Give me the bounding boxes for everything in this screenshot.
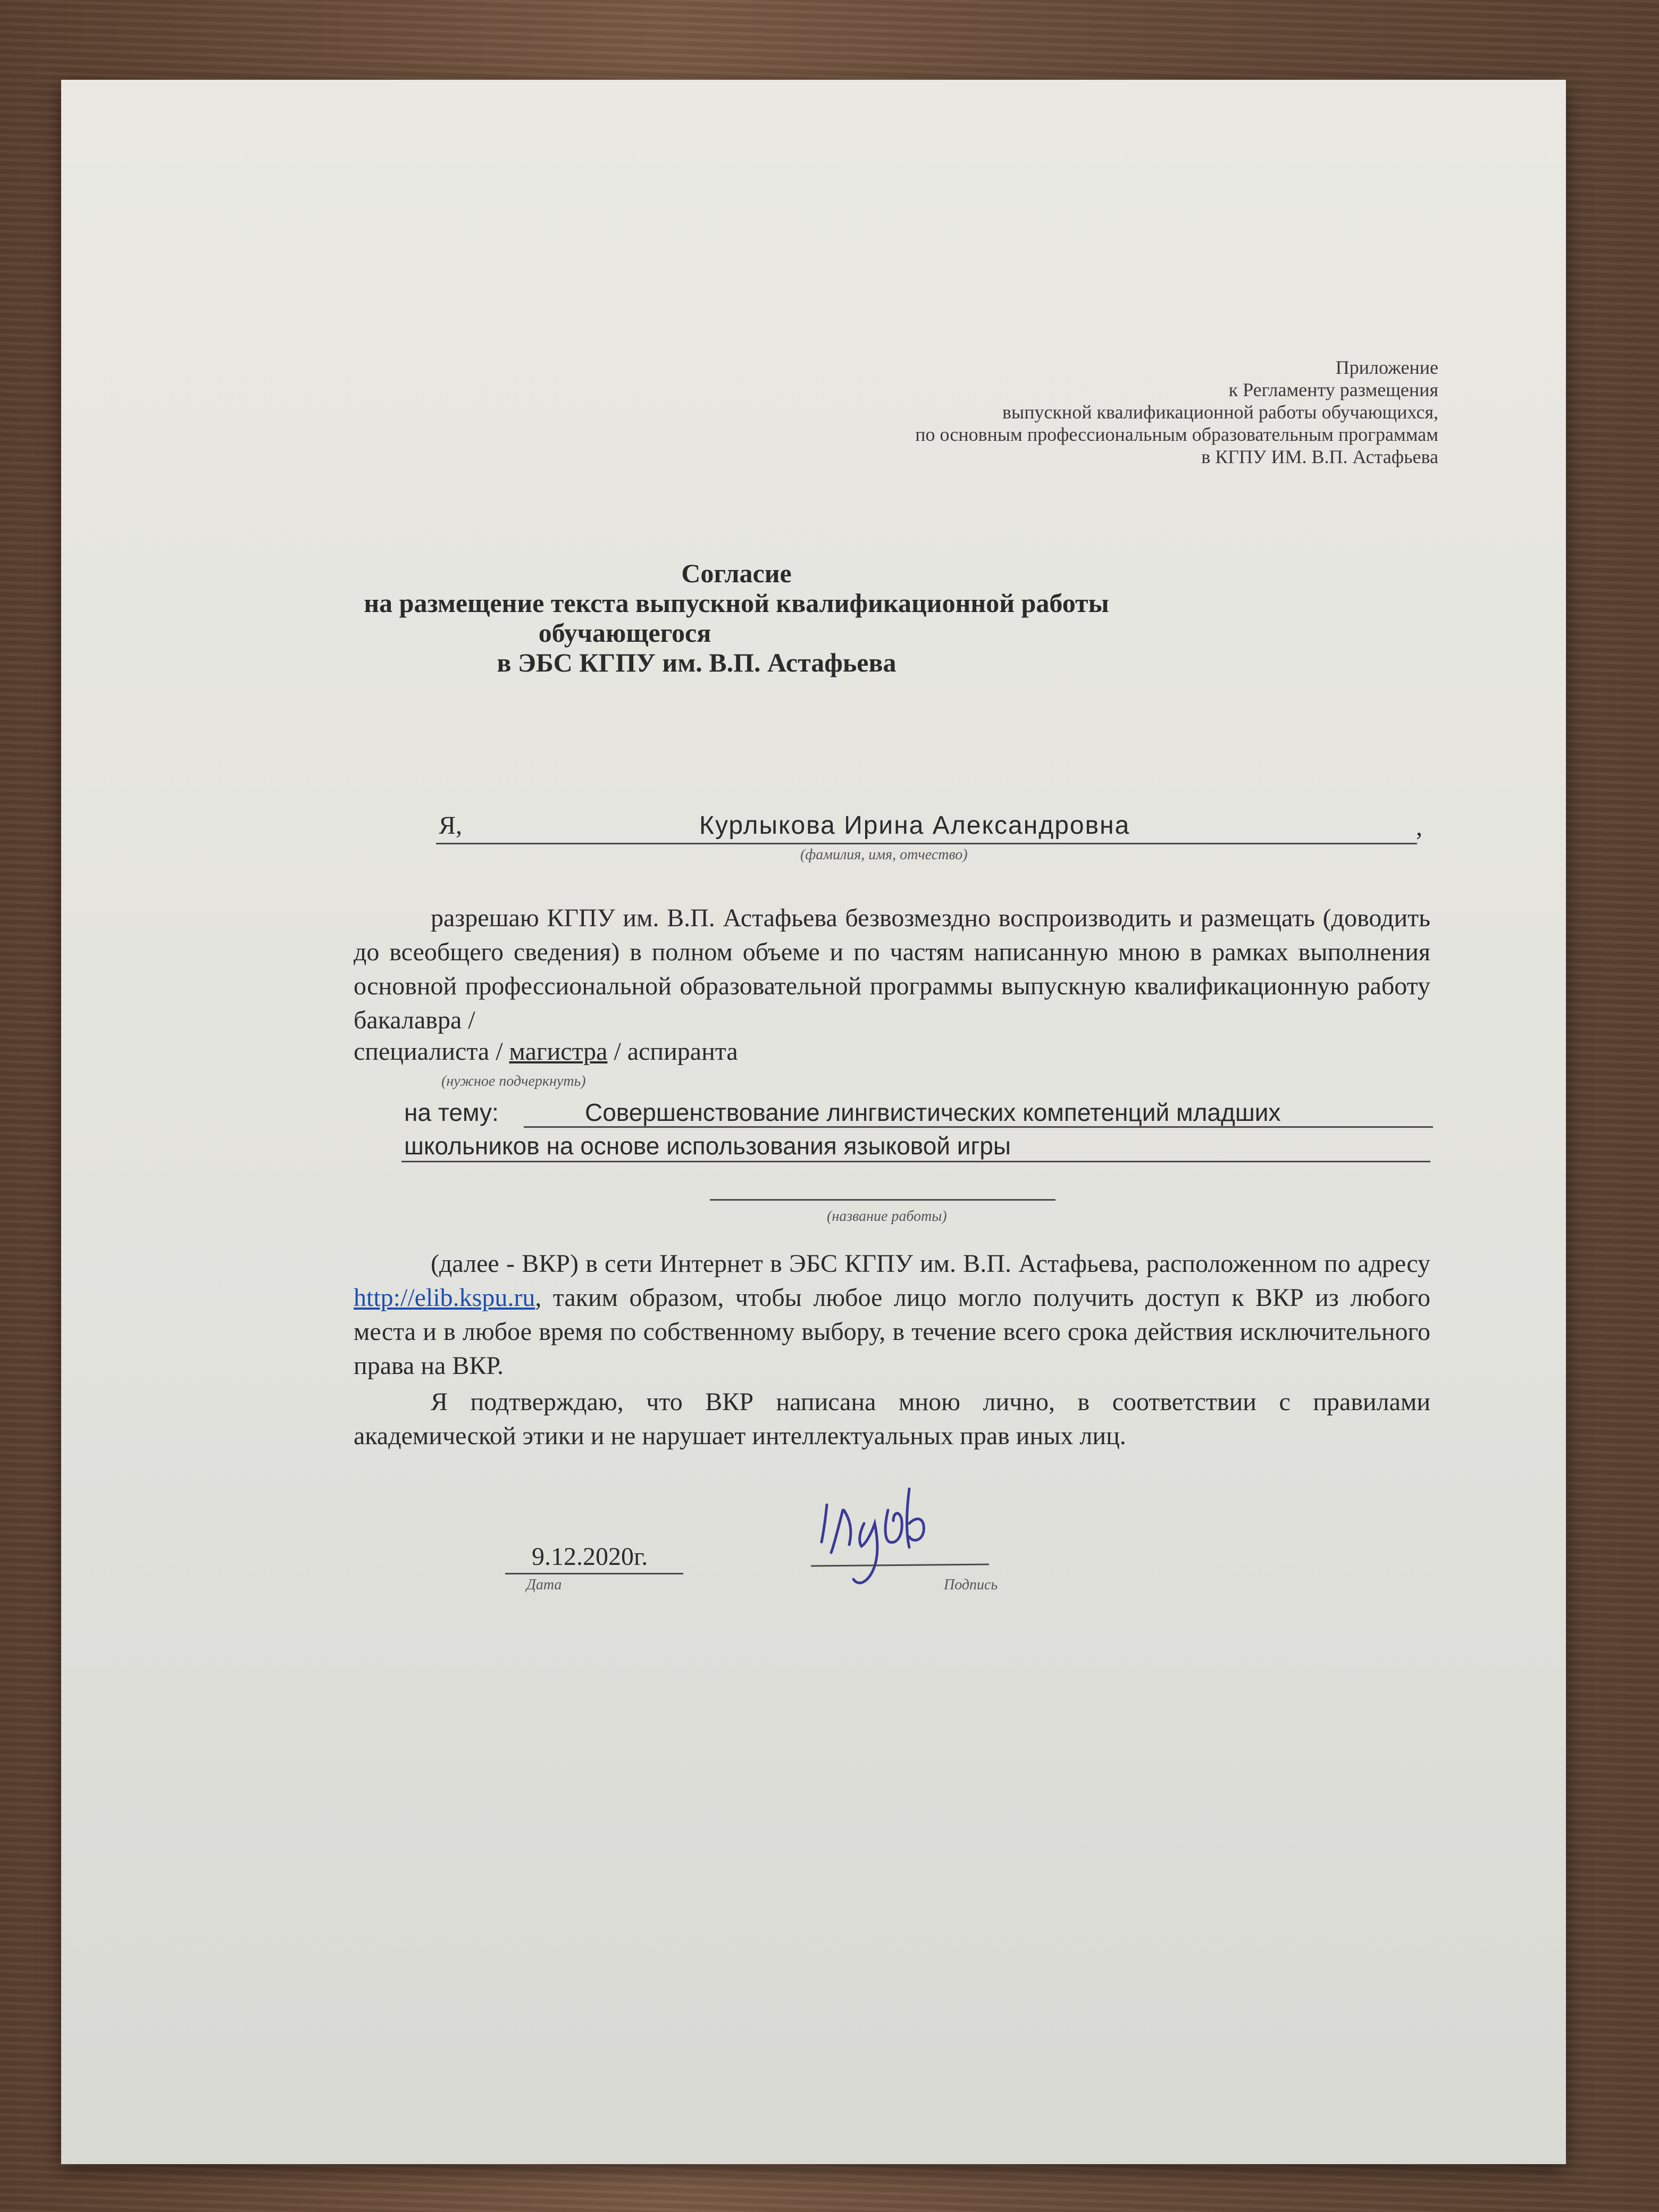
title-line: в ЭБС КГПУ им. В.П. Астафьева bbox=[497, 648, 896, 677]
title-line: Согласие bbox=[681, 558, 792, 588]
topic-underline-2 bbox=[401, 1161, 1430, 1162]
degree-selected: магистра bbox=[509, 1037, 608, 1066]
elib-link[interactable]: http://elib.kspu.ru bbox=[354, 1284, 535, 1312]
topic-label: на тему: bbox=[404, 1099, 499, 1126]
confirmation-paragraph bbox=[354, 1385, 1430, 1453]
appendix-line: в КГПУ ИМ. В.П. Астафьева bbox=[1201, 446, 1438, 467]
full-name-field: Курлыкова Ирина Александровна bbox=[699, 811, 1130, 840]
date-underline bbox=[505, 1573, 683, 1574]
appendix-header bbox=[593, 356, 1438, 468]
signature-icon bbox=[800, 1473, 1045, 1611]
permission-text: разрешаю КГПУ им. В.П. Астафьева безвозмездно воспроизводить и размещать (доводить до всеобщего сведения) в полном объеме и по частям написанную мною в рамках выполнения основной профессиональной образовательной программы выпускную квалификационную работу бакалавра / bbox=[354, 904, 1430, 1034]
degree-hint: (нужное подчеркнуть) bbox=[441, 1073, 586, 1090]
topic-line-2: школьников на основе использования языковой игры bbox=[404, 1132, 1011, 1160]
appendix-line: Приложение bbox=[1335, 357, 1438, 378]
appendix-line: по основным профессиональным образовательным программам bbox=[915, 424, 1438, 445]
name-prefix: Я, bbox=[439, 811, 463, 840]
topic-underline-3 bbox=[710, 1199, 1055, 1201]
degree-options bbox=[354, 1037, 738, 1066]
name-underline bbox=[436, 843, 1417, 844]
appendix-line: к Регламенту размещения bbox=[1228, 379, 1438, 400]
topic-underline-1 bbox=[524, 1126, 1433, 1128]
degree-lead: специалиста / bbox=[354, 1037, 509, 1066]
date-value: 9.12.2020г. bbox=[532, 1543, 648, 1571]
name-hint: (фамилия, имя, отчество) bbox=[800, 847, 968, 863]
title-line: обучающегося bbox=[538, 618, 711, 648]
signature-label: Подпись bbox=[944, 1577, 998, 1593]
permission-paragraph bbox=[354, 901, 1430, 1037]
name-trailing-comma: , bbox=[1416, 813, 1422, 841]
appendix-line: выпускной квалификационной работы обучающихся, bbox=[1002, 401, 1438, 423]
topic-line-1: Совершенствование лингвистических компетенций младших bbox=[585, 1099, 1281, 1126]
date-label: Дата bbox=[526, 1577, 562, 1593]
confirmation-text: Я подтверждаю, что ВКР написана мною лично, в соответствии с правилами академической этики и не нарушает интеллектуальных прав иных лиц. bbox=[354, 1388, 1430, 1450]
document-page bbox=[61, 80, 1566, 2164]
publication-text-after: , таким образом, чтобы любое лицо могло получить доступ к ВКР из любого места и в любое время по собственному выбору, в течение всего срока действия исключительного права на ВКР. bbox=[354, 1284, 1430, 1380]
publication-paragraph bbox=[354, 1247, 1430, 1383]
title-line: на размещение текста выпускной квалификационной работы bbox=[364, 588, 1109, 618]
degree-tail: / аспиранта bbox=[607, 1037, 738, 1066]
publication-text-before: (далее - ВКР) в сети Интернет в ЭБС КГПУ им. В.П. Астафьева, расположенном по адресу bbox=[431, 1250, 1430, 1278]
topic-hint: (название работы) bbox=[827, 1208, 947, 1225]
document-title bbox=[284, 558, 1188, 677]
